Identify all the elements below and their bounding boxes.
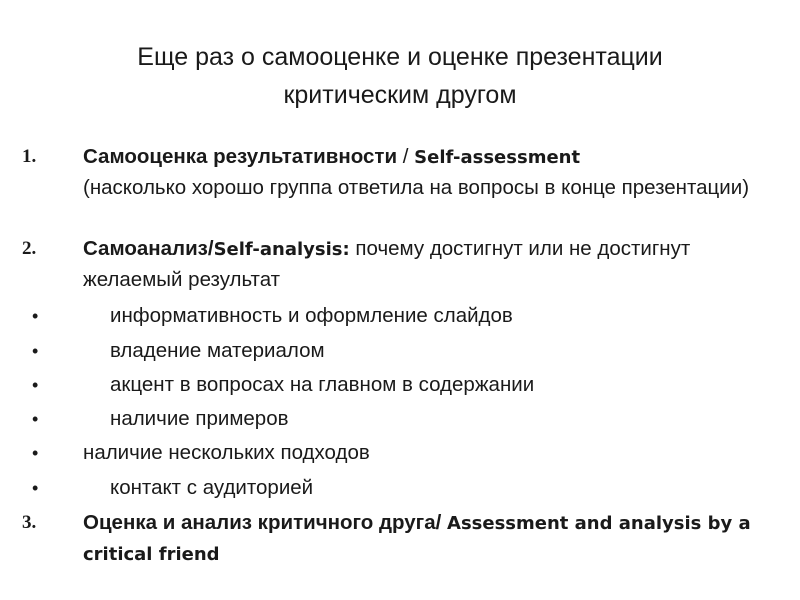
bullet-text: наличие нескольких подходов [83,441,370,464]
item-english-heading: Self-assessment [414,147,581,168]
item-body [83,234,763,295]
item-description: почему достигнут или не достигнут желаемый результат [83,237,691,291]
bullet-text: владение материалом [110,339,325,362]
item-english-heading: Self-analysis: [213,239,350,260]
bullet-text: контакт с аудиторией [110,476,314,499]
item-english-heading: Assessment and analysis by a critical friend [83,513,751,565]
item-number: 2. [22,238,37,259]
item-heading: Самоанализ/ [83,237,214,260]
bullet-text: наличие примеров [110,407,289,430]
item-heading: Оценка и анализ критичного друга/ [83,511,442,534]
item-body [83,508,763,570]
item-heading: Самооценка результативности [83,145,398,168]
bullet-icon: • [32,341,39,361]
bullet-text: информативность и оформление слайдов [110,304,513,327]
item-description: (насколько хорошо группа ответила на вопросы в конце презентации) [83,176,750,199]
title-line-1: Еще раз о самооценке и оценке презентации [137,43,663,71]
bullet-icon: • [32,478,39,498]
bullet-text: акцент в вопросах на главном в содержании [110,373,535,396]
bullet-icon: • [32,409,39,429]
bullet-icon: • [32,443,39,463]
title-line-2: критическим другом [283,81,517,109]
item-body [83,142,763,203]
bullet-icon: • [32,375,39,395]
item-separator: / [397,145,415,168]
item-number: 1. [22,146,37,167]
slide-title [40,38,760,114]
item-number: 3. [22,512,37,533]
bullet-icon: • [32,306,39,326]
